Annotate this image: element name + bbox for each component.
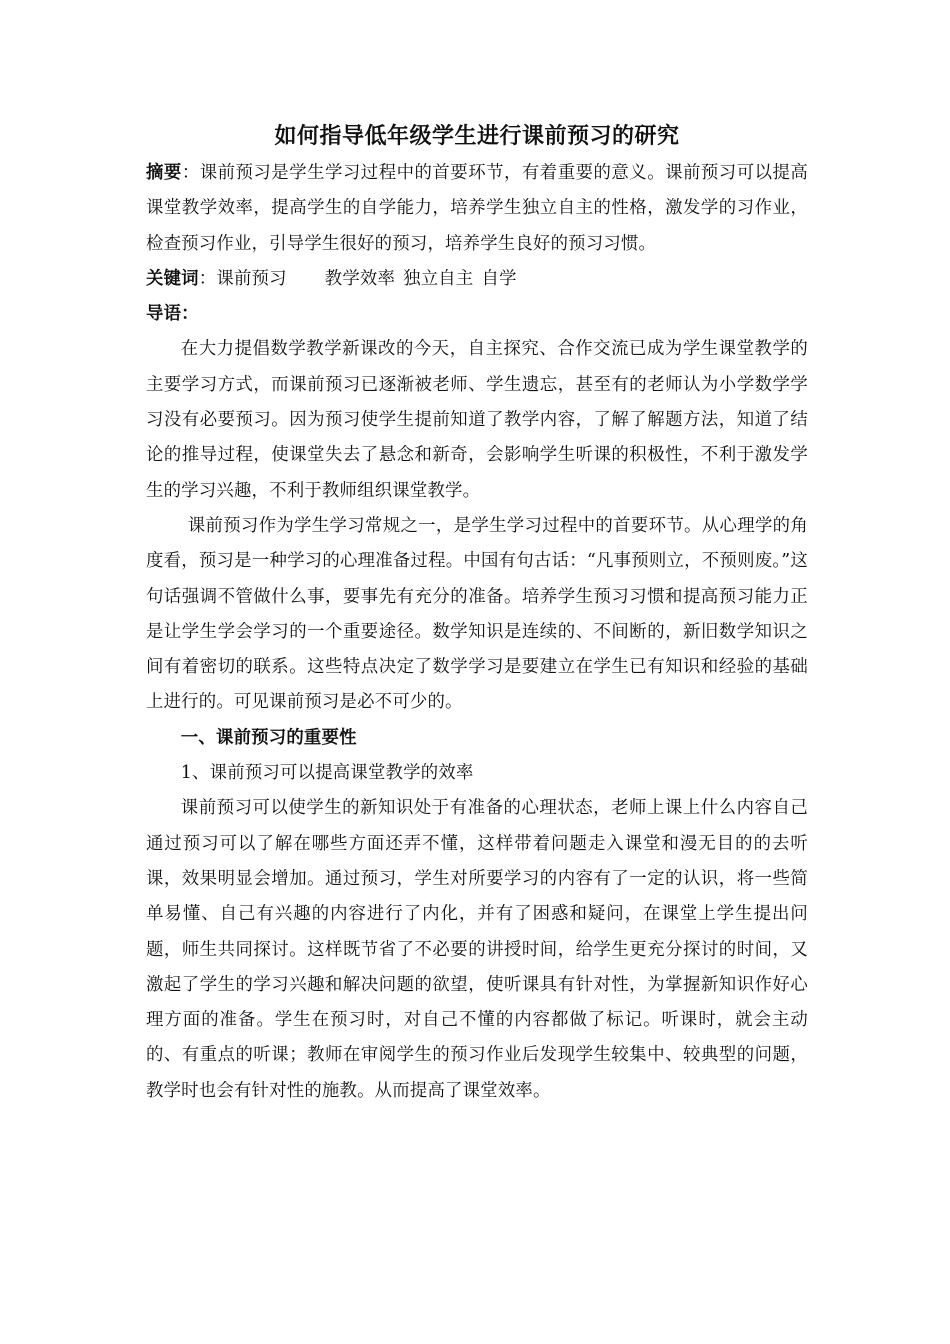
keyword-item: 独立自主 [403,268,474,289]
intro-paragraph-2: 课前预习作为学生学习常规之一，是学生学习过程中的首要环节。从心理学的角度看，预习是一种学习的心理准备过程。中国有句古话：“凡事预则立，不预则废。”这句话强调不管做什么事，要事先有充分的准备。培养学生预习习惯和提高预习能力正是让学生学会学习的一个重要途径。数学知识是连续的、不间断的，新旧数学知识之间有着密切的联系。这些特点决定了数学学习是要建立在学生已有知识和经验的基础上进行的。可见课前预习是必不可少的。 [146,515,808,713]
keywords-label: 关键词 [146,268,199,289]
subsection-heading: 1、课前预习可以提高课堂教学的效率 [180,763,474,784]
keyword-item: 自学 [481,268,517,289]
abstract-label: 摘要 [146,163,182,183]
abstract-text: ：课前预习是学生学习过程中的首要环节，有着重要的意义。课前预习可以提高课堂教学效率，提高学生的自学能力，培养学生独立自主的性格，激发学的习作业，检查预习作业，引导学生很好的预习，培养学生良好的预习习惯。 [146,163,808,254]
abstract-paragraph [146,156,808,262]
keywords-colon: ： [198,268,217,289]
intro-paragraph-1: 在大力提倡数学教学新课改的今天，自主探究、合作交流已成为学生课堂教学的主要学习方式，而课前预习已逐渐被老师、学生遗忘，甚至有的老师认为小学数学学习没有必要预习。因为预习使学生提前知道了教学内容，了解了解题方法，知道了结论的推导过程，使课堂失去了悬念和新奇，会影响学生听课的积极性，不利于激发学生的学习兴趣，不利于教师组织课堂教学。 [146,339,808,501]
intro-label: 导语： [146,304,199,325]
keyword-item: 教学效率 [324,268,396,289]
keywords-line [146,262,808,297]
keyword-item: 课前预习 [216,268,287,289]
document-title: 如何指导低年级学生进行课前预习的研究 [274,123,680,149]
document-page [146,118,808,1109]
section-heading: 一、课前预习的重要性 [180,727,357,748]
subsection-paragraph: 课前预习可以使学生的新知识处于有准备的心理状态，老师上课上什么内容自己通过预习可以了解在哪些方面还弄不懂，这样带着问题走入课堂和漫无目的的去听课，效果明显会增加。通过预习，学生对所要学习的内容有了一定的认识，将一些简单易懂、自己有兴趣的内容进行了内化，并有了困惑和疑问，在课堂上学生提出问题，师生共同探讨。这样既节省了不必要的讲授时间，给学生更充分探讨的时间，又激起了学生的学习兴趣和解决问题的欲望，使听课具有针对性，为掌握新知识作好心理方面的准备。学生在预习时，对自己不懂的内容都做了标记。听课时，就会主动的、有重点的听课；教师在审阅学生的预习作业后发现学生较集中、较典型的问题，教学时也会有针对性的施教。从而提高了课堂效率。 [146,798,808,1101]
